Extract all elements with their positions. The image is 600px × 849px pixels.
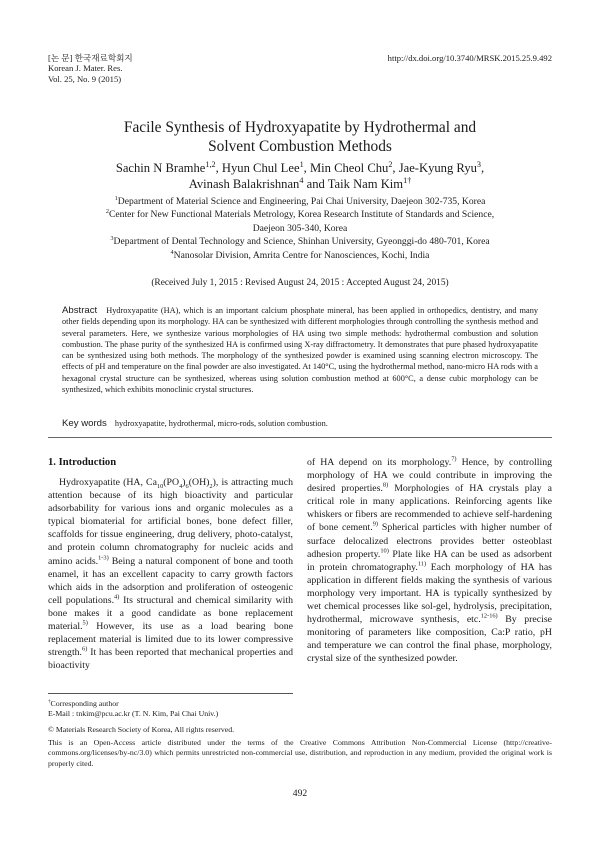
reference-sup[interactable]: 11) xyxy=(417,560,427,568)
title-line-1: Facile Synthesis of Hydroxyapatite by Hydrothermal and xyxy=(123,119,477,136)
reference-sup[interactable]: 5) xyxy=(82,619,88,627)
text-run: By precise monitoring of parameters like composition, Ca:P ratio, pH and temperature we can control the final phase, morphology, crystal size of the synthesized powder. xyxy=(307,614,553,665)
text-run: ) xyxy=(182,477,186,488)
corresponding-author-line xyxy=(48,699,552,709)
reference-sup[interactable]: 10) xyxy=(380,547,389,555)
affiliation-line xyxy=(48,195,552,208)
text-run: Being a natural component of bone and tooth enamel, it has an excellent capacity to carry growth factors which aids in the adsorption and proliferation of osteogenic cell populations. xyxy=(48,555,293,606)
author-conjunction: and xyxy=(306,177,325,191)
author-affil-sup: 1 xyxy=(299,159,304,169)
journal-name-english: Korean J. Mater. Res. xyxy=(48,63,123,74)
author-name: Hyun Chul Lee xyxy=(221,161,300,175)
journal-header xyxy=(48,53,133,84)
received-dates: (Received July 1, 2015 : Revised August 24, 2015 : Accepted August 24, 2015) xyxy=(151,278,449,288)
corresponding-footnote xyxy=(48,699,552,720)
affiliation-sup: 3 xyxy=(110,235,114,243)
affiliation-line xyxy=(48,249,552,262)
abstract-text-a: Hydroxyapatite (HA), which is an important calcium phosphate mineral, has been applied in orthopedics, dentistry, and many other fields depending upon its morphology. HA can be synthesized with different morphologies through controlling the synthesis method and several parameters. Here, we synthesize various morphologies of HA using two simple methods: hydrothermal combustion and solution combustion. The phase purity of the synthesized HA is confirmed using X-ray diffractometry. It demonstrates that pure phased hydroxyapatite can be synthesized using both methods. The morphology of the synthesized powder is examined using scanning electron microscopy. The effects of pH and temperature on the final powder are also investigated. At 140 xyxy=(62,306,538,372)
affiliation-line xyxy=(48,235,552,248)
affiliation-sup: 1 xyxy=(114,194,118,202)
abstract-block xyxy=(62,305,538,395)
author-affil-sup: 4 xyxy=(299,175,304,185)
keywords-block xyxy=(62,418,538,429)
author-affil-sup: 3 xyxy=(476,159,482,169)
author-name: Sachin N Bramhe xyxy=(115,161,206,175)
footnote-divider xyxy=(48,693,293,694)
text-run: ), is attracting much attention because of its high bioactivity and particular adsorbability for various ions and organic molecules as a typical biomaterial for artificial bones, bone defect filler, scaffolds for tissue engineering, drug delivery, photo-catalyst, and protein column chromatography for nucleic acids and amino acids. xyxy=(48,477,293,567)
copyright-notice: © Materials Research Society of Korea, All rights reserved. xyxy=(48,725,235,734)
text-run: Hence, by controlling morphology of HA we could contribute in improving the desired properties. xyxy=(307,457,552,495)
reference-sup[interactable]: 4) xyxy=(114,593,120,601)
author-affil-sup: 1† xyxy=(403,175,412,185)
right-column xyxy=(307,456,552,666)
text-run: Plate like HA can be used as adsorbent in protein chromatography. xyxy=(307,548,552,573)
reference-sup[interactable]: 9) xyxy=(372,521,379,529)
reference-sup[interactable]: 6) xyxy=(82,645,88,653)
affiliation-text: Daejeon 305-340, Korea xyxy=(252,222,348,234)
author-name: Min Cheol Chu xyxy=(309,161,389,175)
affiliation-sup: 2 xyxy=(105,208,109,216)
section-divider xyxy=(48,437,552,438)
journal-volume: Vol. 25, No. 9 (2015) xyxy=(48,73,122,84)
title-line-2: Solvent Combustion Methods xyxy=(208,138,392,156)
doi-link[interactable]: http://dx.doi.org/10.3740/MRSK.2015.25.9.492 xyxy=(387,53,552,63)
section-heading: 1. Introduction xyxy=(48,457,117,468)
text-run: Its structural and chemical similarity with bone makes it a good candidate as bone replacement material. xyxy=(48,594,293,633)
subscript: 10 xyxy=(156,482,164,490)
text-run: It has been reported that mechanical properties and bioactivity xyxy=(48,647,293,672)
degree-unit: °C xyxy=(325,362,335,372)
author-line-1: Sachin N Bramhe$^{1,2}$, Hyun Chul Lee$^1$, Min Cheol Chu$^2$, Jae-Kyung Ryu$^3$, xyxy=(115,159,485,175)
dagger-mark: † xyxy=(48,698,51,705)
reference-sup[interactable]: 7) xyxy=(451,455,457,463)
license-notice: This is an Open-Access article distributed under the terms of the Creative Commons Attribution Non-Commercial License (http://creative-commons.org/licenses/by-nc/3.0) which permits unrestricted non-commercial use, distribution, and reproduction in any medium, provided the original work is properly cited. xyxy=(48,738,552,768)
affiliation-list xyxy=(48,195,552,262)
subscript: 4 xyxy=(179,482,183,490)
affiliation-text: Department of Material Science and Engineering, Pai Chai University, Daejeon 302-735, Korea xyxy=(117,196,486,207)
page-number: 492 xyxy=(292,788,308,799)
affiliation-line xyxy=(48,208,552,221)
intro-paragraph-1 xyxy=(48,476,293,672)
author-name: Taik Nam Kim xyxy=(327,177,404,191)
text-run: (PO xyxy=(163,477,180,488)
author-name: Jae-Kyung Ryu xyxy=(398,161,477,175)
text-run: Spherical particles with higher number of surface delocalized electrons provides better osteoblast adhesion property. xyxy=(307,522,552,560)
corresponding-email[interactable]: E-Mail : tnkim@pcu.ac.kr (T. N. Kim, Pai Chai Univ.) xyxy=(48,709,219,719)
text-run: of HA depend on its morphology. xyxy=(307,457,452,468)
text-run: Hydroxyapatite (HA, Ca xyxy=(59,477,157,488)
left-column xyxy=(48,456,293,672)
affiliation-sup: 4 xyxy=(170,248,174,256)
affiliation-text: Nanosolar Division, Amrita Centre for Nanosciences, Kochi, India xyxy=(173,249,430,261)
abstract-text-c: , a dense cubic morphology can be synthesized, which exhibits monoclinic crystal structures. xyxy=(62,373,538,395)
reference-sup[interactable]: 12-16) xyxy=(480,612,498,620)
text-run: However, its use as a load bearing bone replacement material is limited due to its lower compressive strength. xyxy=(48,621,293,659)
subscript: 6 xyxy=(185,482,189,490)
affiliation-text: Center for New Functional Materials Metrology, Korea Research Institute of Standards and Science, xyxy=(108,209,495,221)
affiliation-text: Department of Dental Technology and Science, Shinhan University, Gyeonggi-do 480-701, Korea xyxy=(113,236,490,248)
journal-name-korean: [논 문] 한국재료학회지 xyxy=(48,53,133,63)
author-list xyxy=(48,160,552,192)
paper-title xyxy=(48,118,552,157)
text-run: Each morphology of HA has application in different fields making the synthesis of various morphology very important. HA is typically synthesized by wet chemical processes like sol-gel, hydrolysis, precipitation, hydrothermal, microwave synthesis, etc. xyxy=(307,561,552,626)
intro-paragraph-continued xyxy=(307,456,552,666)
corresponding-author-label: Corresponding author xyxy=(50,699,119,708)
subscript: 2 xyxy=(209,482,213,490)
text-run: Morphologies of HA crystals play a critical role in many applications. Reinforcing agents like whiskers or fibers are recommended to achieve self-hardening of bone cement. xyxy=(307,483,552,534)
author-affil-sup: 2 xyxy=(388,159,393,169)
affiliation-line xyxy=(48,222,552,235)
reference-sup[interactable]: 1-3) xyxy=(98,554,109,562)
keywords-text: hydroxyapatite, hydrothermal, micro-rods, solution combustion. xyxy=(114,419,328,428)
author-affil-sup: 1,2 xyxy=(205,159,216,169)
abstract-label: Abstract xyxy=(62,305,98,316)
author-line-2 xyxy=(48,176,552,192)
degree-unit: °C xyxy=(404,373,414,383)
author-name: Avinash Balakrishnan xyxy=(188,177,300,191)
keywords-label: Key words xyxy=(62,418,107,429)
text-run: (OH) xyxy=(188,477,210,488)
abstract-text-b: , using the hydrothermal method, nano-micro HA rods with a hexagonal crystal structure can be synthesized, whereas using solution combustion method at 600 xyxy=(62,362,538,383)
reference-sup[interactable]: 8) xyxy=(382,481,389,489)
